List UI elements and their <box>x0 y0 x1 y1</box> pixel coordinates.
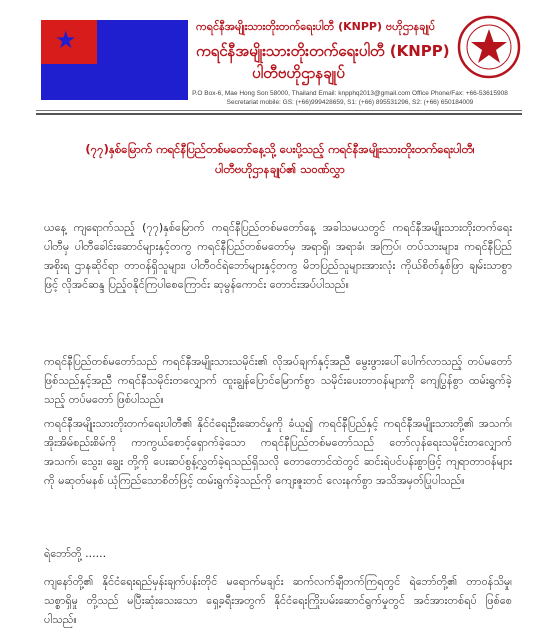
body-paragraph-2: ကရင်နီပြည်တစ်မတော်သည် ကရင်နီအမျိုးသားသမိုင်း၏ လိုအပ်ချက်နှင့်အညီ မွေးဖွားပေါ်ပေါက်လာသည့် တပ်မတော် ဖြစ်သည်နှင့်အညီ ကရင်နီသမိုင်းတလျှောက် ထူးချွန်ပြောင်မြောက်စွာ သမိုင်းပေးတာဝန်များကို ကျေပြွန်စွာ ထမ်းရွက်ခဲ့သည့် တပ်မတော် ဖြစ်ပါသည်။ <box>44 355 512 406</box>
org-name-line-1: ကရင်နီအမျိုးသားတိုးတက်ရေးပါတီ (KNPP) ဗဟိုဌာနချုပ် <box>196 20 435 33</box>
statement-title-line-1: (၇၇)နှစ်မြောက် ကရင်နီပြည်တစ်မတော်နေ့သို့ ပေးပို့သည့် ကရင်နီအမျိုးသားတိုးတက်ရေးပါတီ၊ <box>85 142 475 156</box>
body-paragraph-5: ကျနော်တို့၏ နိုင်ငံရေးရည်မှန်းချက်ပန်းတိုင် မရောက်မချင်း ဆက်လက်ချီတက်ကြရတွင် ရဲဘော်တို့၏ တာဝန်သိမှု၊ သစ္စာရှိမှု တို့သည် မပြီးဆုံးသေးသော ရှေ့ခရီးအတွက် နိုင်ငံရေးကြိုးပမ်းဆောင်ရွက်မှုတွင် အင်အားတစ်ရပ် ဖြစ်စေပါသည်။ <box>44 575 512 626</box>
header-rule-thick <box>36 113 522 115</box>
body-paragraph-3: ကရင်နီအမျိုးသားတိုးတက်ရေးပါတီ၏ နိုင်ငံရေးဦးဆောင်မှုကို ခံယူ၍ ကရင်နီပြည်နှင့် ကရင်နီအမျိုးသားတို့၏ အသက်၊ အိုးအိမ်စည်းစိမ်ကို ကာကွယ်စောင့်ရှောက်ခဲ့သော ကရင်နီပြည်တစ်မတော်သည် တော်လှန်ရေးသမိုင်းတလျှောက် အသက်၊ သွေး၊ ချွေး တို့ကို ပေးဆပ်စွန့်လွှတ်ခဲ့ရသည်ရှိသလို တောတောင်ထဲတွင် ဆင်းရဲပင်ပန်းစွာဖြင့် ကျရာတာဝန်များကို မဆုတ်မနစ် ယုံကြည်သောစိတ်ဖြင့် ထမ်းရွက်ခဲ့သည်ကို ကျေးဇူးတင် လေးနက်စွာ အသိအမှတ်ပြုပါသည်။ <box>44 417 512 487</box>
body-paragraph-1: ယနေ့ ကျရောက်သည့် (၇၇)နှစ်မြောက် ကရင်နီပြည်တစ်မတော်နေ့ အခါသမယတွင် ကရင်နီအမျိုးသားတိုးတက်ရေးပါတီမှ ပါတီခေါင်းဆောင်များနှင့်တကွ ကရင်နီပြည်တစ်မတော်မှ အရာရှိ၊ အရာခံ၊ အကြပ်၊ တပ်သားများ၊ ကရင်နီပြည်အစိုးရ ဌာနဆိုင်ရာ တာဝန်ရှိသူများ၊ ပါတီဝင်ရဲဘော်များနှင့်တကွ မိဘပြည်သူများအားလုံး ကိုယ်စိတ်နှစ်ဖြာ ချမ်းသာစွာဖြင့် လိုအင်ဆန္ဒ ပြည့်ဝနိုင်ကြပါစေကြောင်း ဆုမွန်ကောင်း တောင်းအပ်ပါသည်။ <box>44 221 512 291</box>
karenni-flag <box>41 20 188 100</box>
body-paragraph-4: ရဲဘော်တို့ ...... <box>44 547 107 560</box>
flag-canton <box>41 20 97 64</box>
header-rule-thin <box>36 110 522 111</box>
knpp-seal-icon <box>456 14 522 80</box>
statement-title-line-2: ပါတီဗဟိုဌာနချုပ်၏ သဝဏ်လွှာ <box>214 162 346 176</box>
contact-phones: Secretariat mobile: GS: (+66)999428659, S1: (+66) 895531296, S2: (+66) 650184009 <box>226 99 474 106</box>
contact-address: P.O Box-6, Mae Hong Son 58000, Thailand Email: knpphq2013@gmail.com Office Phone/Fax: +66-53615908 <box>192 90 508 97</box>
org-name-line-2: ကရင်နီအမျိုးသားတိုးတက်ရေးပါတီ (KNPP) <box>196 42 450 60</box>
org-name-line-3: ပါတီဗဟိုဌာနချုပ် <box>252 64 345 82</box>
star-icon: ★ <box>55 26 77 54</box>
